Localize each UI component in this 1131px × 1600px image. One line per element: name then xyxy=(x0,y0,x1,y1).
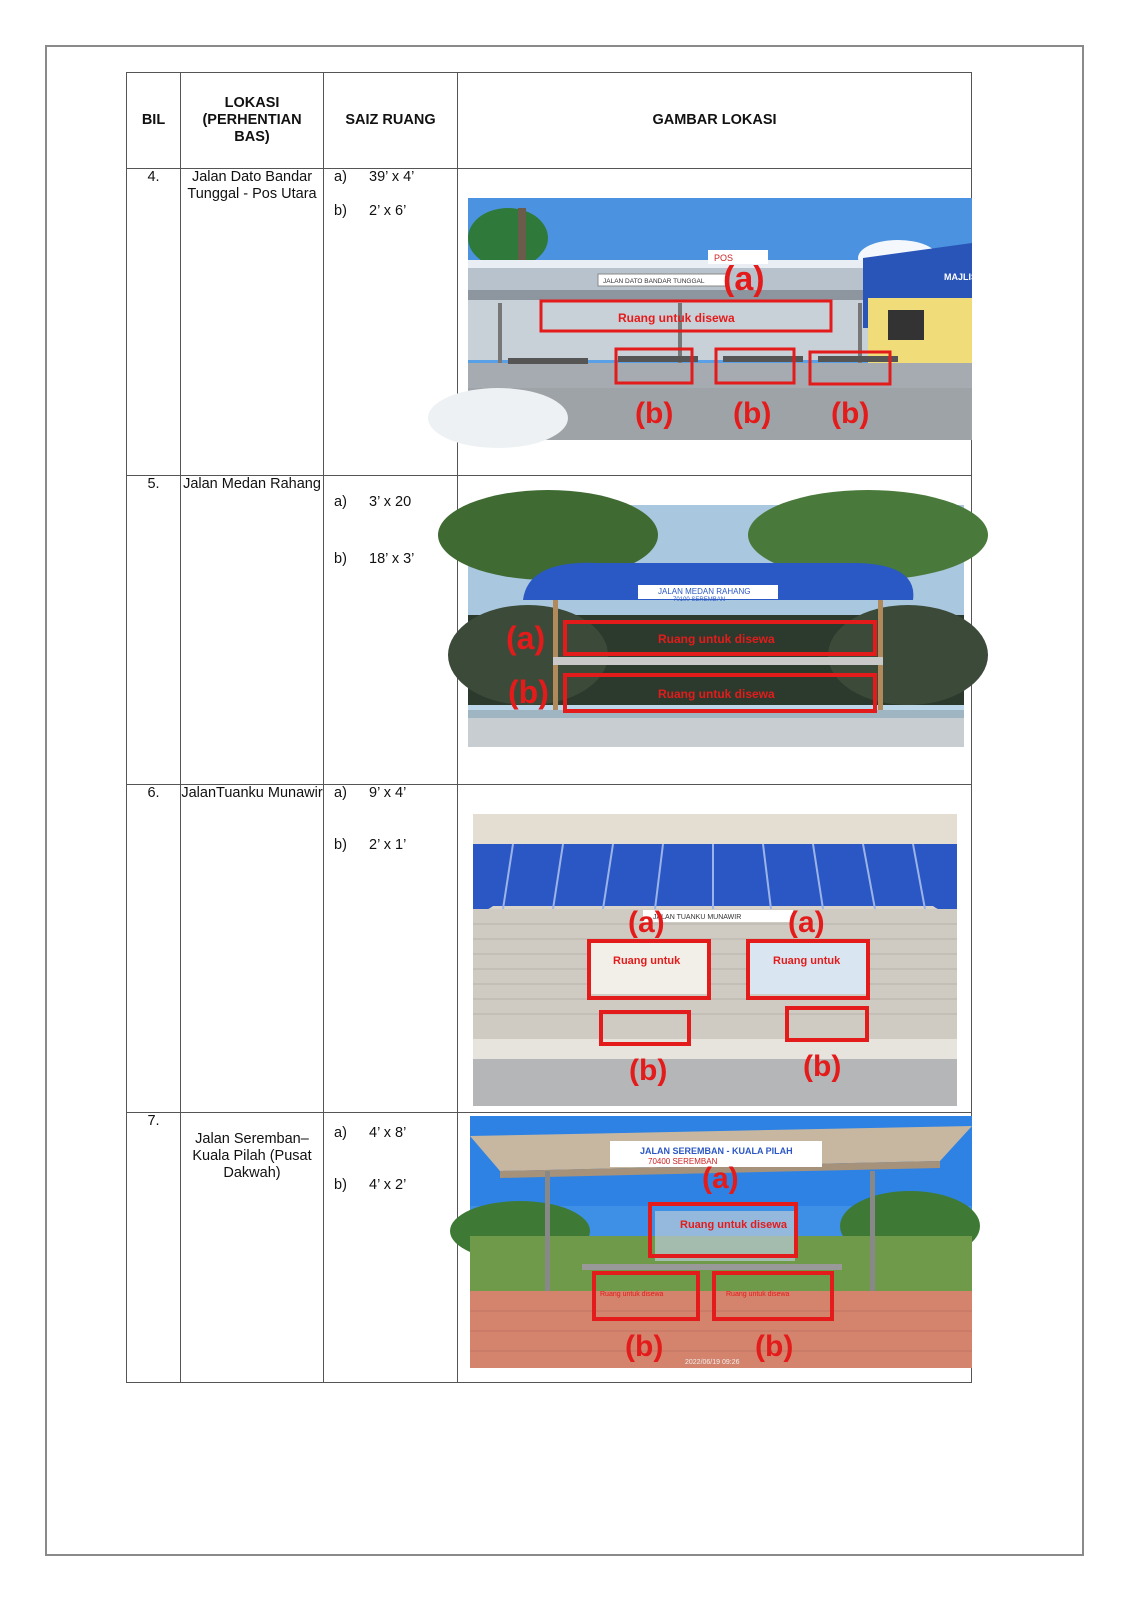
street-sign-text: JALAN DATO BANDAR TUNGGAL xyxy=(603,278,705,285)
row-saiz xyxy=(324,1113,458,1383)
size-b-value: 18’ x 3’ xyxy=(369,551,415,567)
size-b-key: b) xyxy=(334,551,347,567)
row-image-cell xyxy=(458,476,972,785)
size-a-value: 9’ x 4’ xyxy=(369,785,407,801)
ad-text-b: Ruang untuk disewa xyxy=(658,687,775,701)
row-lokasi: Jalan Seremban– Kuala Pilah (Pusat Dakwah) xyxy=(181,1113,324,1383)
table-row xyxy=(127,1113,972,1383)
ad-text: Ruang untuk xyxy=(613,955,681,967)
header-bil: BIL xyxy=(127,73,181,169)
side-sign-text: MAJLIS xyxy=(944,272,978,282)
row-image-cell xyxy=(458,785,972,1113)
size-a-key: a) xyxy=(334,169,347,185)
label-b: (b) xyxy=(831,397,870,430)
label-a: (a) xyxy=(788,906,825,939)
ad-text-a: Ruang untuk disewa xyxy=(658,632,775,646)
header-lokasi: LOKASI (PERHENTIAN BAS) xyxy=(181,73,324,169)
header-saiz: SAIZ RUANG xyxy=(324,73,458,169)
row-lokasi: JalanTuanku Munawir xyxy=(181,785,324,1113)
ad-text-b: Ruang untuk disewa xyxy=(726,1291,790,1298)
row-bil: 4. xyxy=(127,169,181,476)
label-b: (b) xyxy=(508,674,549,710)
bus-stop-table xyxy=(126,72,978,1383)
size-a-key: a) xyxy=(334,1125,347,1141)
table-row xyxy=(127,476,972,785)
label-a: (a) xyxy=(702,1162,739,1195)
row-lokasi: Jalan Dato Bandar Tunggal - Pos Utara xyxy=(181,169,324,476)
photo-bus-stop-7 xyxy=(470,1116,972,1368)
header-gambar: GAMBAR LOKASI xyxy=(458,73,972,169)
photo-bus-stop-5 xyxy=(468,505,964,747)
label-b: (b) xyxy=(733,397,772,430)
header-row xyxy=(127,73,972,169)
shop-sign-text: POS xyxy=(714,253,734,263)
street-sign-text: JALAN TUANKU MUNAWIR xyxy=(653,914,742,921)
street-sign-text: JALAN MEDAN RAHANG xyxy=(658,587,751,596)
row-bil: 5. xyxy=(127,476,181,785)
row-saiz xyxy=(324,785,458,1113)
ad-text: Ruang untuk xyxy=(773,955,841,967)
row-saiz xyxy=(324,476,458,785)
table-row xyxy=(127,785,972,1113)
street-sign-text: JALAN SEREMBAN - KUALA PILAH xyxy=(640,1146,793,1156)
size-a-key: a) xyxy=(334,494,347,510)
size-b-key: b) xyxy=(334,837,347,853)
size-b-key: b) xyxy=(334,203,347,219)
size-b-value: 4’ x 2’ xyxy=(369,1177,407,1193)
label-b: (b) xyxy=(755,1330,794,1363)
photo-bus-stop-4 xyxy=(468,198,978,440)
size-a-value: 39’ x 4’ xyxy=(369,169,415,185)
label-a: (a) xyxy=(628,906,665,939)
row-bil: 7. xyxy=(127,1113,181,1383)
size-a-value: 3’ x 20 xyxy=(369,494,412,510)
label-a: (a) xyxy=(723,260,765,298)
ad-text-a: Ruang untuk disewa xyxy=(680,1219,787,1231)
row-image-cell xyxy=(458,1113,972,1383)
label-a: (a) xyxy=(506,620,546,656)
ad-text-b: Ruang untuk disewa xyxy=(600,1291,664,1298)
size-b-key: b) xyxy=(334,1177,347,1193)
photo-bus-stop-6 xyxy=(473,814,957,1106)
table-row xyxy=(127,169,972,476)
label-b: (b) xyxy=(803,1050,842,1083)
photo-timestamp: 2022/06/19 09:26 xyxy=(685,1359,740,1366)
size-a-key: a) xyxy=(334,785,347,801)
row-bil: 6. xyxy=(127,785,181,1113)
street-sign-subtext: 70400 SEREMBAN xyxy=(648,1157,718,1166)
label-b: (b) xyxy=(625,1330,664,1363)
ad-text: Ruang untuk disewa xyxy=(618,311,735,325)
label-b: (b) xyxy=(635,397,674,430)
row-lokasi: Jalan Medan Rahang xyxy=(181,476,324,785)
size-b-value: 2’ x 6’ xyxy=(369,203,407,219)
row-image-cell xyxy=(458,169,978,476)
size-b-value: 2’ x 1’ xyxy=(369,837,407,853)
label-b: (b) xyxy=(629,1054,668,1087)
street-sign-subtext: 70100 SEREMBAN xyxy=(673,597,726,603)
size-a-value: 4’ x 8’ xyxy=(369,1125,407,1141)
